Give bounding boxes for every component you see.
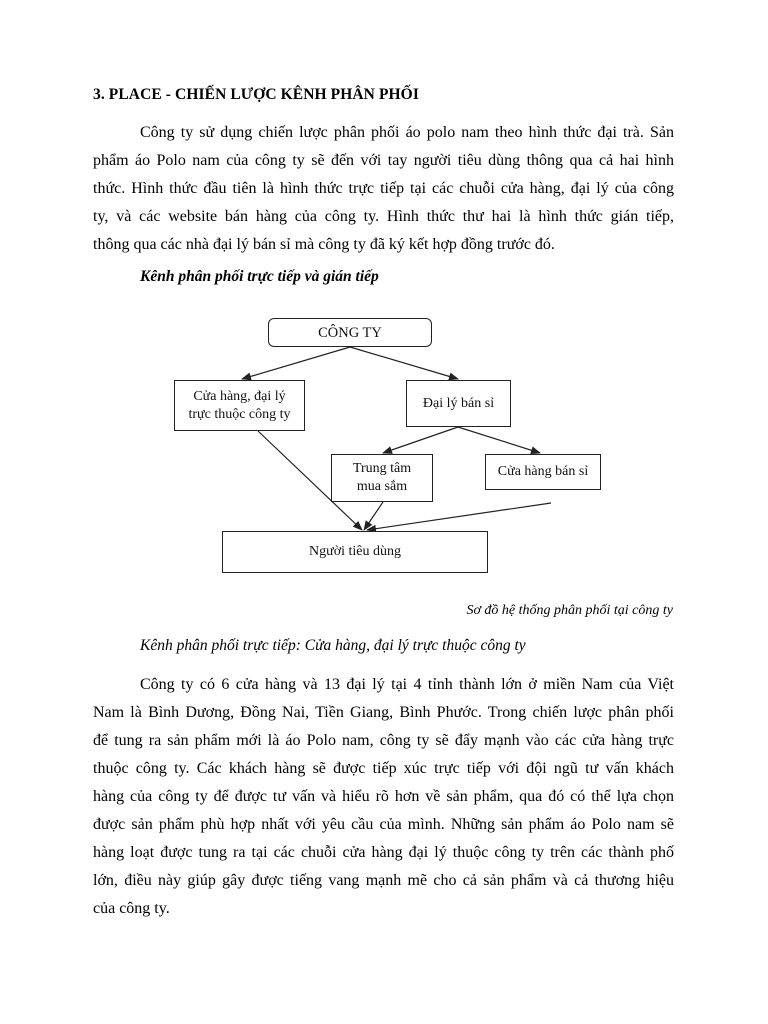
node-wholesale-store-label: Cửa hàng bán sỉ (497, 464, 589, 479)
paragraph-line: Công ty sử dụng chiến lược phân phối áo polo nam theo hình thức đại trà. Sản (140, 124, 674, 141)
paragraph-line: hàng của công ty để được tư vấn và hiểu rõ hơn về sản phẩm, qua đó có thể lựa chọn (93, 788, 674, 805)
node-direct-stores (174, 380, 305, 431)
node-wholesale-agent (406, 380, 511, 427)
node-label-line: mua sắm (356, 479, 408, 494)
node-wholesale-store (485, 454, 601, 490)
arrow-wholesaler-to-wholesale-store (458, 427, 540, 453)
section-heading: 3. PLACE - CHIẾN LƯỢC KÊNH PHÂN PHỐI (93, 86, 419, 103)
paragraph-line: ty, và các website bán hàng của công ty. Hình thức thư hai là hình thức gián tiếp, (93, 208, 674, 225)
node-consumer-label: Người tiêu dùng (309, 544, 401, 559)
node-consumer (222, 531, 488, 573)
node-label-line: Trung tâm (352, 461, 412, 476)
figure-caption: Sơ đồ hệ thống phân phối tại công ty (466, 603, 673, 618)
paragraph-line: phẩm áo Polo nam của công ty sẽ đến với tay người tiêu dùng thông qua cả hai hình (93, 152, 674, 169)
arrow-wholesale-store-to-consumer (367, 503, 551, 530)
node-direct-stores-label (188, 388, 290, 424)
paragraph-line: thuộc công ty. Các khách hàng sẽ được tiếp xúc trực tiếp với đội ngũ tư vấn khách (93, 760, 674, 777)
paragraph-line: thông qua các nhà đại lý bán sỉ mà công ty đã ký kết hợp đồng trước đó. (93, 236, 555, 253)
arrow-company-to-stores (242, 347, 350, 379)
direct-channel-paragraph (93, 671, 674, 923)
paragraph-line: thức. Hình thức đầu tiên là hình thức trực tiếp tại các chuỗi cửa hàng, đại lý của công (93, 180, 674, 197)
arrow-company-to-wholesaler (350, 347, 458, 379)
paragraph-line: của công ty. (93, 900, 170, 917)
paragraph-line: Công ty có 6 cửa hàng và 13 đại lý tại 4 tỉnh thành lớn ở miền Nam của Việt (140, 676, 674, 693)
node-shopping-center-label (353, 460, 411, 496)
paragraph-line: lớn, điều này giúp gây được tiếng vang mạnh mẽ cho cả sản phẩm và cả thương hiệu (93, 872, 674, 889)
node-shopping-center (331, 454, 433, 502)
paragraph-line: để tung ra sản phẩm mới là áo Polo nam, công ty sẽ đẩy mạnh vào các cửa hàng trực (93, 732, 674, 749)
arrow-mall-to-consumer (364, 502, 383, 530)
arrow-wholesaler-to-mall (383, 427, 458, 453)
node-company (268, 318, 432, 347)
subsection-heading: Kênh phân phối trực tiếp: Cửa hàng, đại lý trực thuộc công ty (140, 637, 526, 654)
figure-title: Kênh phân phối trực tiếp và gián tiếp (140, 268, 379, 285)
paragraph-line: được sản phẩm phù hợp nhất với yêu cầu của mình. Những sản phẩm áo Polo nam sẽ (93, 816, 674, 833)
node-company-label: CÔNG TY (318, 324, 382, 341)
node-label-line: trực thuộc công ty (188, 406, 291, 422)
node-wholesale-agent-label: Đại lý bán sỉ (422, 395, 495, 411)
paragraph-line: hàng loạt được tung ra tại các chuỗi cửa hàng đại lý thuộc công ty trên các thành phố (93, 844, 674, 861)
node-label-line: Cửa hàng, đại lý (193, 388, 286, 404)
paragraph-line: Nam là Bình Dương, Đồng Nai, Tiền Giang, Bình Phước. Trong chiến lược phân phối (93, 704, 674, 721)
